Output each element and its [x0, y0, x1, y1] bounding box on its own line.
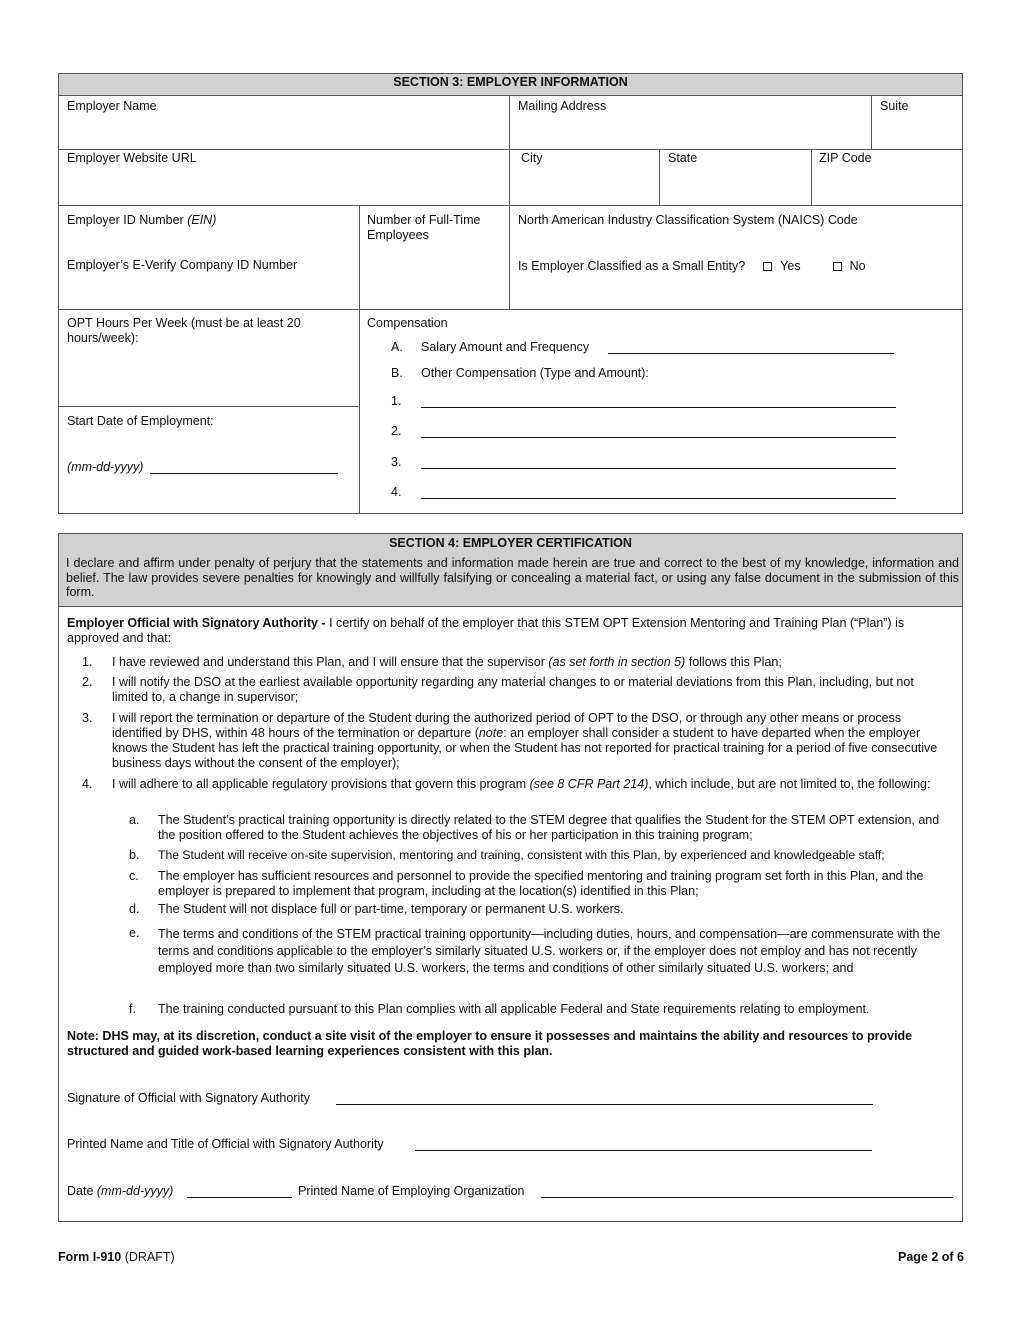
item-1-italic: (as set forth in section 5) [548, 655, 686, 669]
printed-name-label: Printed Name and Title of Official with Signatory Authority [67, 1137, 384, 1151]
subitem-c-number: c. [129, 869, 139, 883]
page-number: Page 2 of 6 [898, 1250, 964, 1264]
comp-line-3[interactable] [421, 468, 896, 469]
state-field[interactable] [661, 167, 809, 203]
comp-line-4[interactable] [421, 498, 896, 499]
comp-a-letter: A. [391, 340, 403, 354]
ein-label-text: Employer ID Number [67, 213, 188, 227]
suite-label: Suite [880, 99, 909, 113]
item-2-number: 2. [82, 675, 93, 689]
item-3-post: : an employer shall consider a student to have departed when the employer knows the Student has left the practical training opportunity, or when the Student has not reported for practical training for a period of five consecutive business days without the consent of the employer); [112, 726, 938, 770]
comp-b-letter: B. [391, 366, 403, 380]
official-text: I certify on behalf of the employer that this STEM OPT Extension Mentoring and Training Plan (“Plan”) is approved and that: [67, 616, 905, 645]
ein-label [67, 213, 216, 228]
org-label: Printed Name of Employing Organization [298, 1184, 525, 1198]
signature-label: Signature of Official with Signatory Authority [67, 1091, 310, 1105]
small-entity-question [518, 259, 866, 274]
subitem-b-text: The Student will receive on-site supervision, mentoring and training, consistent with this Plan, by experienced and knowledgeable staff; [158, 848, 885, 862]
comp-line-1-number: 1. [391, 394, 402, 408]
subitem-a-text: The Student’s practical training opportunity is directly related to the STEM degree that qualifies the Student for the STEM OPT extension, and the position offered to the Student achieves the objectives of his or her participation in this training program; [158, 813, 940, 842]
website-label: Employer Website URL [67, 151, 197, 165]
start-date-label: Start Date of Employment: [67, 414, 214, 428]
date-label-text: Date [67, 1184, 97, 1198]
declaration-text: I declare and affirm under penalty of perjury that the statements and information made herein are true and correct to the best of my knowledge, information and belief. The law provides severe penalties for knowingly and willfully falsifying or concealing a material fact, or using any false document in the submission of this form. [66, 556, 959, 599]
yes-label: Yes [780, 259, 801, 273]
opt-hours-label: OPT Hours Per Week (must be at least 20 hours/week): [67, 316, 301, 345]
dhs-note: Note: DHS may, at its discretion, conduct a site visit of the employer to ensure it possesses and maintains the ability and resources to provide structured and guided work-based learning experiences consistent with this plan. [67, 1029, 913, 1058]
section4-title: SECTION 4: EMPLOYER CERTIFICATION [389, 536, 632, 550]
printed-name-line[interactable] [415, 1150, 872, 1151]
form-number [58, 1250, 175, 1265]
start-date-line[interactable] [150, 473, 338, 474]
zip-label: ZIP Code [819, 151, 872, 165]
form-number-draft: (DRAFT) [121, 1250, 175, 1264]
website-field[interactable] [60, 167, 506, 203]
item-2-pre: I will notify the DSO at the earliest available opportunity regarding any material changes to or material deviations from this Plan, including, but not limited to, a change in supervisor; [112, 675, 914, 704]
subitem-f-number: f. [129, 1002, 136, 1016]
item-1-pre: I have reviewed and understand this Plan, and I will ensure that the supervisor [112, 655, 549, 669]
comp-b-label: Other Compensation (Type and Amount): [421, 366, 649, 380]
subitem-a-number: a. [129, 813, 140, 827]
small-entity-text: Is Employer Classified as a Small Entity? [518, 259, 746, 273]
everify-label: Employer’s E-Verify Company ID Number [67, 258, 298, 272]
item-1-text [112, 655, 960, 670]
official-statement [67, 616, 947, 646]
comp-line-2-number: 2. [391, 424, 402, 438]
zip-field[interactable] [813, 167, 961, 203]
employer-name-field[interactable] [60, 115, 506, 147]
item-4-italic: (see 8 CFR Part 214) [529, 777, 649, 791]
item-4-text [112, 777, 932, 792]
subitem-b-number: b. [129, 848, 140, 862]
signature-line[interactable] [336, 1104, 873, 1105]
comp-line-1[interactable] [421, 407, 896, 408]
comp-line-2[interactable] [421, 437, 896, 438]
item-3-pre: I will report the termination or departure of the Student during the authorized period of OPT to the DSO, or through any other means or process identified by DHS, within 48 hours of the termination or departure ( [112, 711, 902, 740]
item-3-italic: note [478, 726, 504, 740]
org-line[interactable] [541, 1197, 953, 1198]
date-label [67, 1184, 173, 1199]
employer-name-label: Employer Name [67, 99, 157, 113]
naics-label: North American Industry Classification System (NAICS) Code [518, 213, 858, 227]
item-2-text [112, 675, 952, 705]
subitem-d-number: d. [129, 902, 140, 916]
subitem-d-text: The Student will not displace full or part-time, temporary or permanent U.S. workers. [158, 902, 624, 916]
section3-title: SECTION 3: EMPLOYER INFORMATION [393, 75, 628, 89]
comp-a-label: Salary Amount and Frequency [421, 340, 590, 354]
mailing-address-label: Mailing Address [518, 99, 607, 113]
city-field[interactable] [511, 167, 657, 203]
item-4-post: , which include, but are not limited to, the following: [648, 777, 931, 791]
suite-field[interactable] [873, 115, 961, 147]
salary-line[interactable] [608, 353, 894, 354]
no-label: No [849, 259, 866, 273]
item-4-number: 4. [82, 777, 93, 791]
state-label: State [668, 151, 698, 165]
start-date-format: (mm-dd-yyyy) [67, 460, 144, 474]
official-bold: Employer Official with Signatory Authority - [67, 616, 330, 630]
subitem-e-number: e. [129, 926, 140, 940]
compensation-label: Compensation [367, 316, 448, 330]
fulltime-label: Number of Full-Time Employees [367, 213, 481, 242]
comp-line-4-number: 4. [391, 485, 402, 499]
item-3-number: 3. [82, 711, 93, 725]
date-line[interactable] [187, 1197, 292, 1198]
form-number-bold: Form I-910 [58, 1250, 122, 1264]
mailing-address-field[interactable] [511, 115, 868, 147]
ein-label-italic: (EIN) [187, 213, 217, 227]
no-checkbox[interactable] [833, 262, 842, 271]
comp-line-3-number: 3. [391, 455, 402, 469]
item-1-post: follows this Plan; [685, 655, 782, 669]
subitem-e-text: The terms and conditions of the STEM practical training opportunity—including duties, hours, and compensation—are commensurate with the terms and conditions applicable to the employer’s similarly situated U.S. workers or, if the employer does not employ and has not recently employed more than two similarly situated U.S. workers, the terms and conditions of other similarly situated U.S. workers; and [158, 927, 941, 975]
date-format: (mm-dd-yyyy) [96, 1184, 174, 1198]
subitem-c-text: The employer has sufficient resources and personnel to provide the specified mentoring and training program set forth in this Plan, and the employer is prepared to implement that program, including at the location(s) identified in this Plan; [158, 869, 924, 898]
yes-checkbox[interactable] [763, 262, 772, 271]
subitem-f-text: The training conducted pursuant to this Plan complies with all applicable Federal and State requirements relating to employment. [158, 1002, 870, 1016]
city-label: City [521, 151, 543, 165]
item-4-pre: I will adhere to all applicable regulatory provisions that govern this program [112, 777, 530, 791]
item-1-number: 1. [82, 655, 93, 669]
item-3-text [112, 711, 954, 771]
